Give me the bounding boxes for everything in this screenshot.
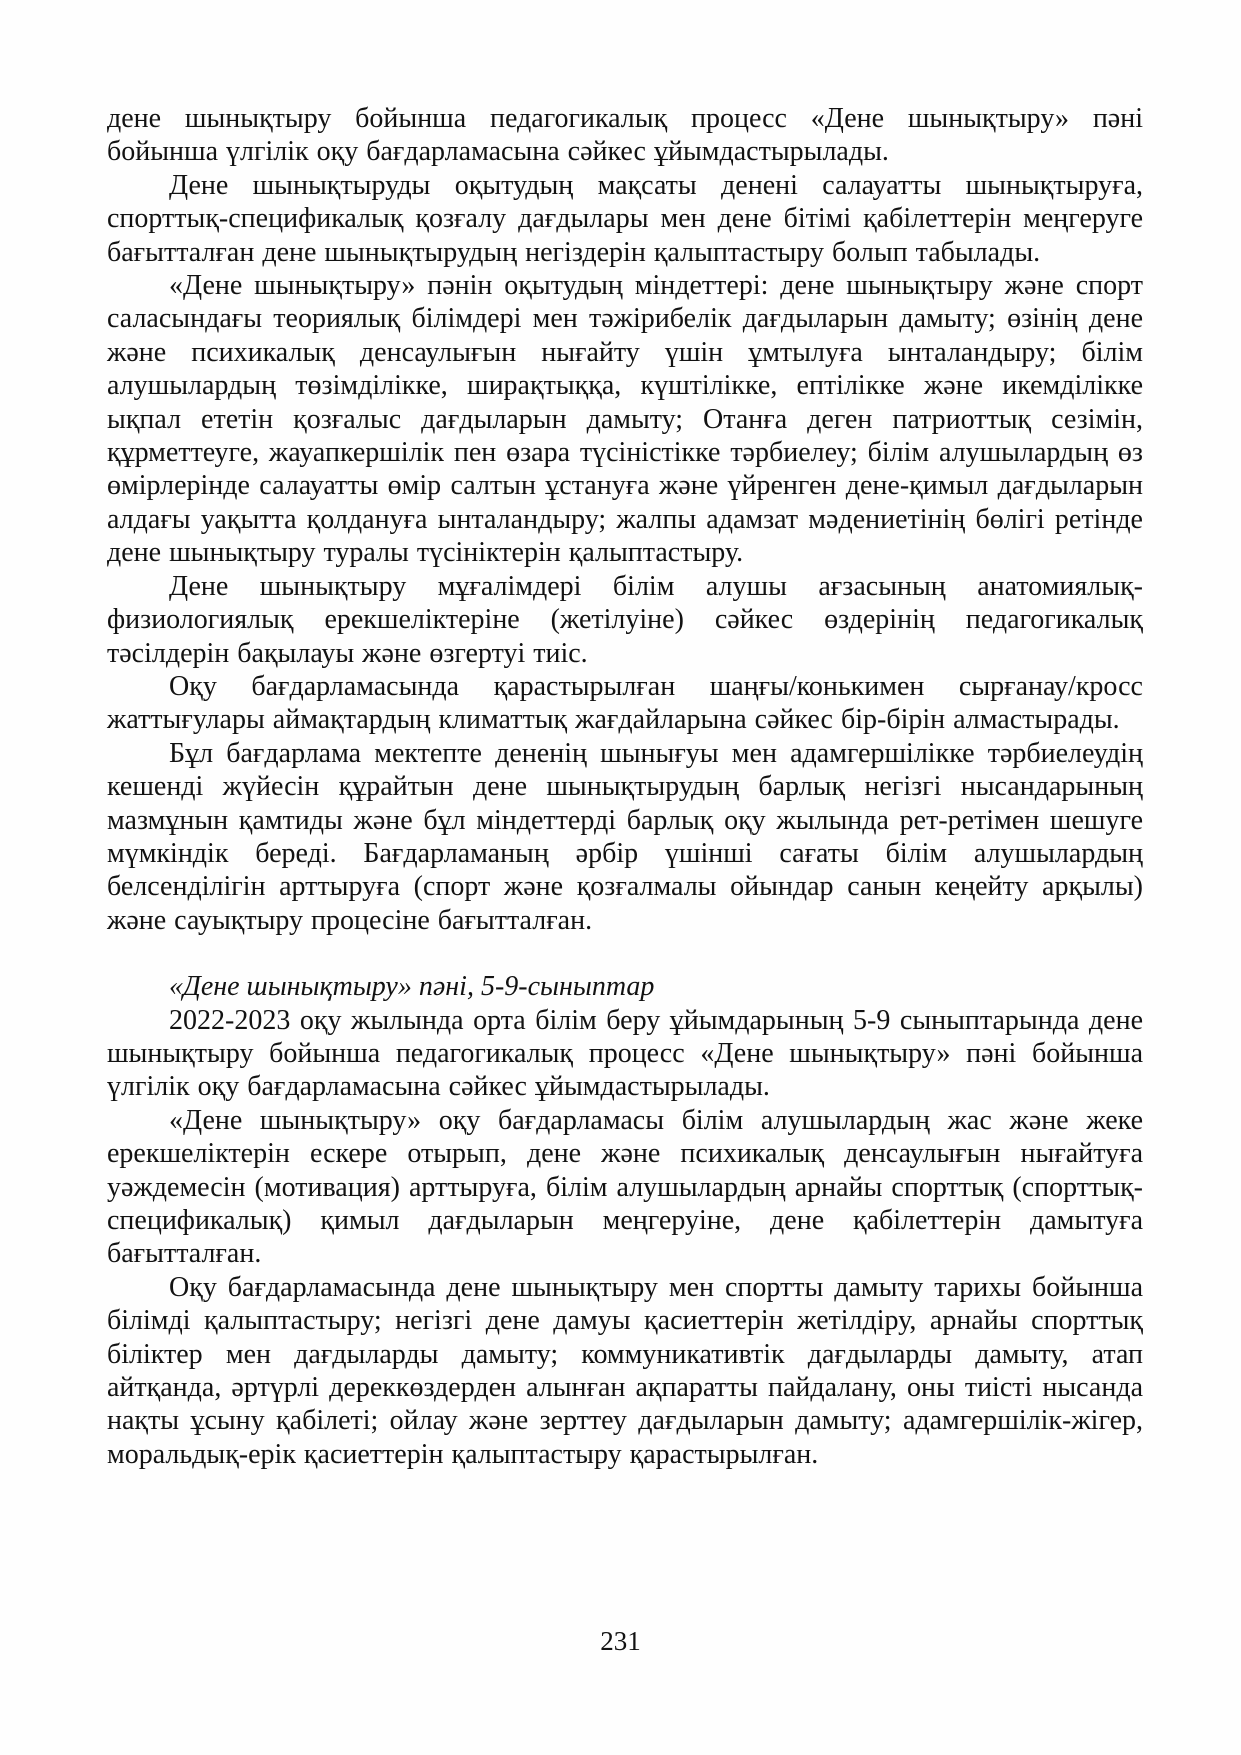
paragraph: Дене шынықтыру мұғалімдері білім алушы ағзасының анатомиялық-физиологиялық ерекшеліктеріне (жетілуіне) сәйкес өздерінің педагогикалық тәсілдерін бақылауы және өзгертуі тиіс. [107,570,1143,669]
paragraph: «Дене шынықтыру» пәнін оқытудың міндеттері: дене шынықтыру және спорт саласындағы теориялық білімдері мен тәжірибелік дағдыларын дамыту; өзінің дене және психикалық денсаулығын нығайту үшін ұмтылуға ынталандыру; білім алушылардың төзімділікке, ширақтыққа, күштілікке, ептілікке және икемділікке ықпал ететін қозғалыс дағдыларын дамыту; Отанға деген патриоттық сезімін, құрметтеуге, жауапкершілік пен өзара түсіністікке тәрбиелеу; білім алушылардың өз өмірлерінде салауатты өмір салтын ұстануға және үйренген дене-қимыл дағдыларын алдағы уақытта қолдануға ынталандыру; жалпы адамзат мәдениетінің бөлігі ретінде дене шынықтыру туралы түсініктерін қалыптастыру. [107,270,1143,569]
paragraph: Дене шынықтыруды оқытудың мақсаты денені салауатты шынықтыруға, спорттық-спецификалық қозғалу дағдылары мен дене бітімі қабілеттерін меңгеруге бағытталған дене шынықтырудың негіздерін қалыптастыру болып табылады. [107,169,1143,268]
paragraph: Оқу бағдарламасында қарастырылған шаңғы/конькимен сырғанау/кросс жаттығулары аймақтардың климаттық жағдайларына сәйкес бір-бірін алмастырады. [107,670,1143,736]
paragraph: Бұл бағдарлама мектепте дененің шынығуы мен адамгершілікке тәрбиелеудің кешенді жүйесін құрайтын дене шынықтырудың барлық негізгі нысандарының мазмұнын қамтиды және бұл міндеттерді барлық оқу жылында рет-ретімен шешуге мүмкіндік береді. Бағдарламаның әрбір үшінші сағаты білім алушылардың белсенділігін арттыруға (спорт және қозғалмалы ойындар санын кеңейту арқылы) және сауықтыру процесіне бағытталған. [107,737,1143,936]
paragraph: «Дене шынықтыру» оқу бағдарламасы білім алушылардың жас және жеке ерекшеліктерін ескере отырып, дене және психикалық денсаулығын нығайтуға уәждемесін (мотивация) арттыруға, білім алушылардың арнайы спорттық (спорттық-спецификалық) қимыл дағдыларын меңгеруіне, дене қабілеттерін дамытуға бағытталған. [107,1104,1143,1270]
page-body-text [107,102,1143,1471]
paragraph: Оқу бағдарламасында дене шынықтыру мен спортты дамыту тарихы бойынша білімді қалыптастыру; негізгі дене дамуы қасиеттерін жетілдіру, арнайы спорттық біліктер мен дағдыларды дамыту; коммуникативтік дағдыларды дамыту, атап айтқанда, әртүрлі дереккөздерден алынған ақпаратты пайдалану, оны тиісті нысанда нақты ұсыну қабілеті; ойлау және зерттеу дағдыларын дамыту; адамгершілік-жігер, моральдық-ерік қасиеттерін қалыптастыру қарастырылған. [107,1271,1143,1470]
page-number: 231 [600,1626,641,1656]
paragraph-continuation: дене шынықтыру бойынша педагогикалық процесс «Дене шынықтыру» пәні бойынша үлгілік оқу бағдарламасына сәйкес ұйымдастырылады. [107,103,1143,168]
paragraph: 2022-2023 оқу жылында орта білім беру ұйымдарының 5-9 сыныптарында дене шынықтыру бойынша педагогикалық процесс «Дене шынықтыру» пәні бойынша үлгілік оқу бағдарламасына сәйкес ұйымдастырылады. [107,1004,1143,1103]
section-heading: «Дене шынықтыру» пәні, 5-9-сыныптар [169,971,655,1003]
